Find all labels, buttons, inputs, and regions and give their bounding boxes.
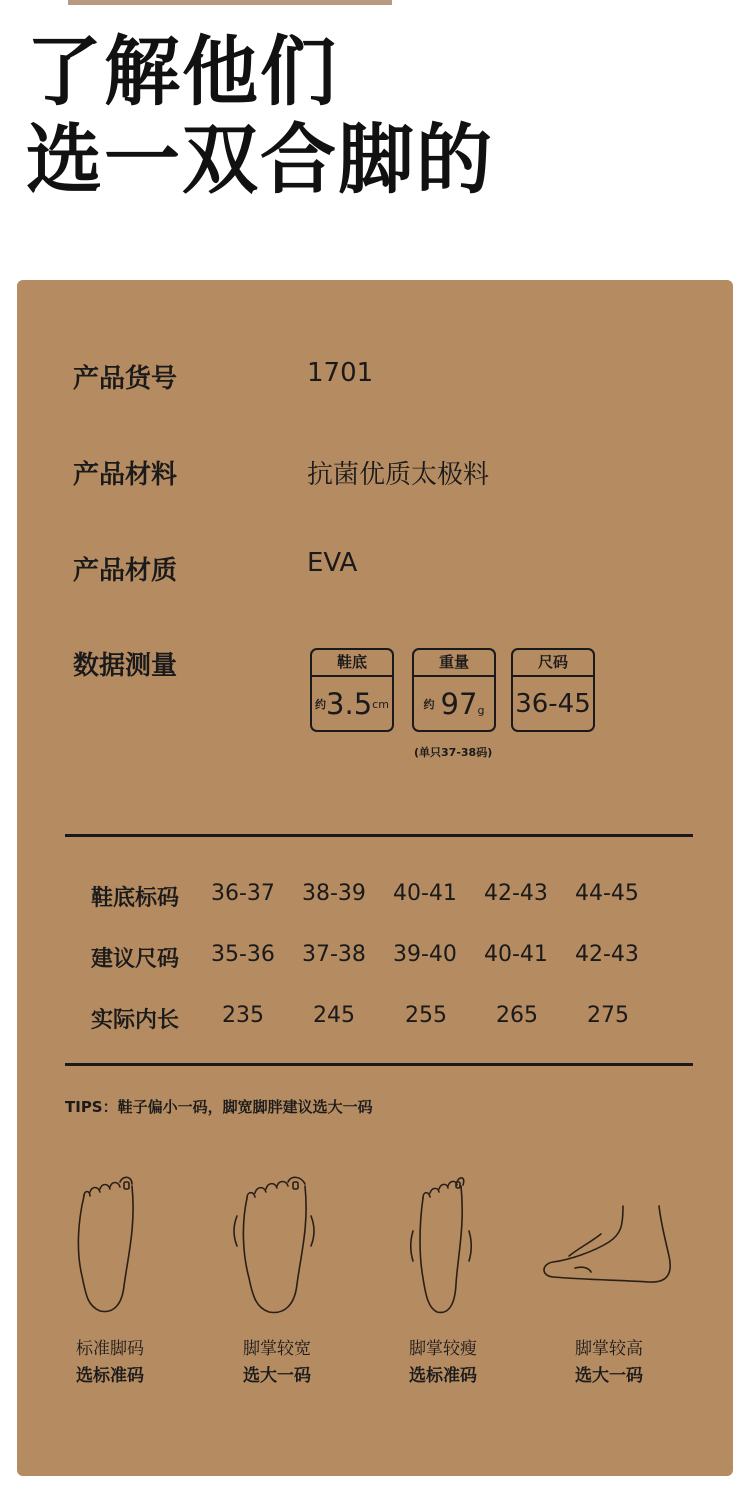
- badge-value: [513, 677, 593, 731]
- foot-advice: 选标准码: [409, 1366, 477, 1386]
- size-guide-card: [17, 280, 733, 1476]
- size-cell: 40-41: [393, 881, 457, 906]
- foot-type-standard: [40, 1176, 180, 1416]
- divider-top: [65, 834, 693, 837]
- foot-type-thin: [373, 1176, 513, 1416]
- size-cell: 38-39: [302, 881, 366, 906]
- badge-title: 重量: [414, 650, 494, 677]
- foot-caption: 脚掌较高: [575, 1339, 643, 1359]
- foot-type-high-arch: [539, 1176, 679, 1416]
- size-cell: 255: [405, 1003, 447, 1028]
- spec-label-measurements: 数据测量: [73, 651, 178, 681]
- foot-advice: 选大一码: [243, 1366, 311, 1386]
- badge-number: 97: [440, 687, 478, 721]
- headline-line2: 选一双合脚的: [26, 115, 494, 204]
- badge-size-range: [511, 648, 595, 732]
- divider-bottom: [65, 1063, 693, 1066]
- top-decor-strip: [68, 0, 392, 5]
- standard-foot-icon: [40, 1176, 180, 1326]
- size-cell: 36-37: [211, 881, 275, 906]
- size-cell: 35-36: [211, 942, 275, 967]
- size-cell: 39-40: [393, 942, 457, 967]
- foot-caption: 脚掌较宽: [243, 1339, 311, 1359]
- size-cell: 42-43: [575, 942, 639, 967]
- size-row-suggested: [17, 942, 733, 978]
- badge-prefix: 约: [423, 698, 435, 711]
- foot-caption: 标准脚码: [76, 1339, 144, 1359]
- badge-weight: [412, 648, 496, 732]
- spec-value-material: 抗菌优质太极料: [307, 460, 490, 490]
- badge-number: 36-45: [515, 689, 591, 719]
- spec-label-texture: 产品材质: [73, 556, 178, 586]
- tips-text: TIPS：鞋子偏小一码，脚宽脚胖建议选大一码: [65, 1098, 373, 1116]
- wide-foot-icon: [207, 1176, 347, 1326]
- row-label: 鞋底标码: [91, 886, 180, 911]
- headline-line1: 了解他们: [26, 27, 338, 116]
- high-arch-foot-icon: [539, 1176, 679, 1326]
- size-cell: 44-45: [575, 881, 639, 906]
- thin-foot-icon: [373, 1176, 513, 1326]
- row-label: 实际内长: [91, 1008, 180, 1033]
- size-cell: 245: [313, 1003, 355, 1028]
- spec-label-item-no: 产品货号: [73, 364, 178, 394]
- size-cell: 37-38: [302, 942, 366, 967]
- foot-caption: 脚掌较瘦: [409, 1339, 477, 1359]
- foot-advice: 选大一码: [575, 1366, 643, 1386]
- spec-label-material: 产品材料: [73, 460, 178, 490]
- weight-note: (单只37-38码): [414, 746, 493, 759]
- spec-value-item-no: 1701: [307, 358, 374, 388]
- size-cell: 265: [496, 1003, 538, 1028]
- size-row-inner-length: [17, 1003, 733, 1039]
- badge-value: [414, 677, 494, 731]
- badge-title: 鞋底: [312, 650, 392, 677]
- size-cell: 40-41: [484, 942, 548, 967]
- row-label: 建议尺码: [91, 947, 180, 972]
- badge-prefix: 约: [315, 698, 327, 711]
- size-cell: 42-43: [484, 881, 548, 906]
- size-row-sole-mark: [17, 881, 733, 917]
- size-cell: 235: [222, 1003, 264, 1028]
- size-cell: 275: [587, 1003, 629, 1028]
- foot-type-wide: [207, 1176, 347, 1416]
- badge-title: 尺码: [513, 650, 593, 677]
- badge-value: [312, 677, 392, 731]
- spec-value-texture: EVA: [307, 548, 358, 578]
- badge-unit: cm: [372, 697, 389, 711]
- badge-number: 3.5: [326, 687, 373, 721]
- foot-advice: 选标准码: [76, 1366, 144, 1386]
- badge-sole-thickness: [310, 648, 394, 732]
- badge-unit: g: [477, 704, 485, 717]
